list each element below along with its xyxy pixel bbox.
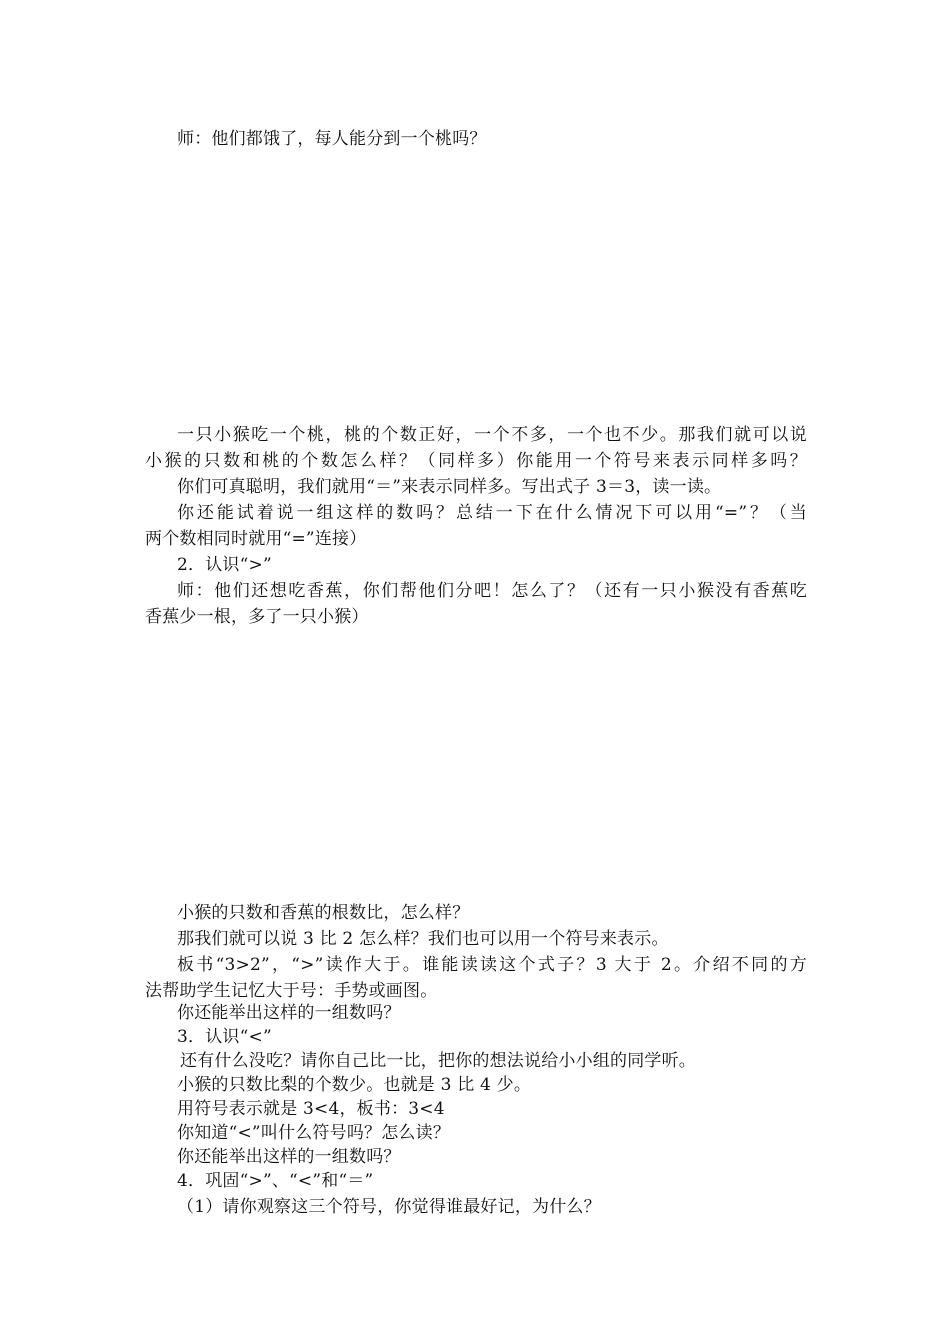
paragraph-teacher-peach-question: 师：他们都饿了，每人能分到一个桃吗？ [177, 129, 487, 149]
paragraph-line: 两个数相同时就用“=”连接） [145, 529, 367, 549]
section-heading: 3．认识“<” [177, 1027, 272, 1047]
paragraph-line: 你还能试着说一组这样的数吗？总结一下在什么情况下可以用“=”？（当 [177, 503, 807, 523]
paragraph-line: 板书“3>2”，“>”读作大于。谁能读读这个式子？3 大于 2。介绍不同的方 [177, 955, 807, 975]
paragraph-line: 一只小猴吃一个桃，桃的个数正好，一个不多，一个也不少。那我们就可以说 [177, 425, 807, 445]
paragraph-line: 香蕉少一根，多了一只小猴） [145, 607, 369, 627]
paragraph-line: 小猴的只数比梨的个数少。也就是 3 比 4 少。 [177, 1075, 532, 1095]
paragraph-line: 你们可真聪明，我们就用“＝”来表示同样多。写出式子 3＝3，读一读。 [177, 477, 722, 497]
paragraph-line: 师：他们还想吃香蕉，你们帮他们分吧！怎么了？（还有一只小猴没有香蕉吃 [177, 581, 807, 601]
section-heading: 2．认识“>” [177, 555, 272, 575]
paragraph-line: 你还能举出这样的一组数吗？ [177, 1003, 401, 1023]
paragraph-line: 法帮助学生记忆大于号：手势或画图。 [145, 981, 438, 1001]
paragraph-line: 你知道“<”叫什么符号吗？怎么读？ [177, 1123, 451, 1143]
paragraph-line: 你还能举出这样的一组数吗？ [177, 1147, 401, 1167]
paragraph-line: 小猴的只数和桃的个数怎么样？（同样多）你能用一个符号来表示同样多吗？ [145, 451, 807, 471]
section-heading: 4．巩固“>”、“<”和“＝” [177, 1171, 374, 1191]
paragraph-line: 还有什么没吃？请你自己比一比，把你的想法说给小小组的同学听。 [180, 1051, 696, 1071]
paragraph-line: （1）请你观察这三个符号，你觉得谁最好记，为什么？ [177, 1197, 601, 1217]
paragraph-line: 那我们就可以说 3 比 2 怎么样？我们也可以用一个符号来表示。 [177, 929, 669, 949]
paragraph-line: 小猴的只数和香蕉的根数比，怎么样？ [177, 903, 470, 923]
paragraph-line: 用符号表示就是 3<4，板书：3<4 [177, 1099, 445, 1119]
